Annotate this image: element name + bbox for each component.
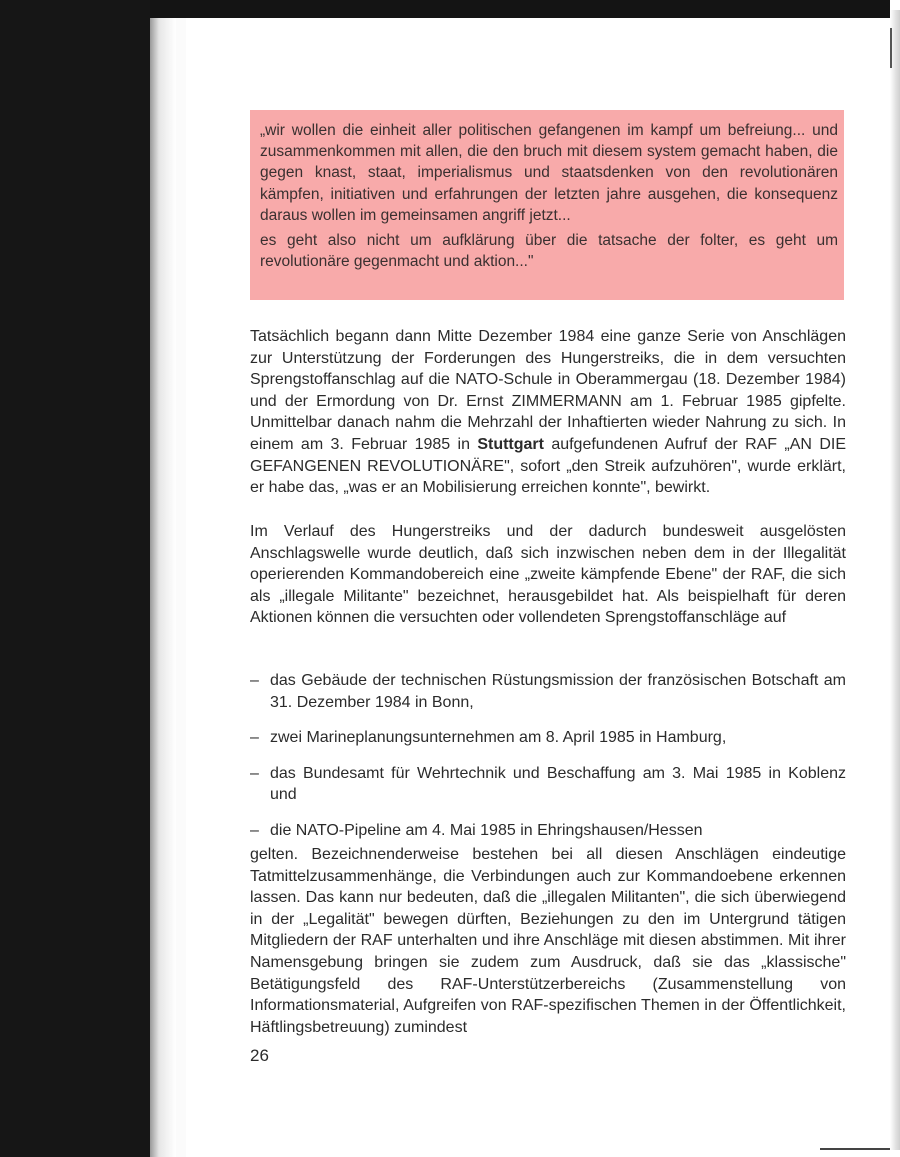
bold-place-name: Stuttgart bbox=[477, 435, 544, 453]
list-item-text: das Gebäude der technischen Rüstungsmission der französischen Botschaft am 31. Dezember 1984 in Bonn, bbox=[270, 672, 846, 711]
paragraph-1-text: Tatsächlich begann dann Mitte Dezember 1984 eine ganze Serie von Anschlägen zur Unterstützung der Forderungen des Hungerstreiks, die in dem versuchten Sprengstoffanschlag auf die NATO-Schule in Oberammergau (18. Dezember 1984) und der Ermordung von Dr. Ernst ZIMMERMANN am 1. Februar 1985 gipfelte. Unmittelbar danach nahm die Mehrzahl der Inhaftierten wieder Nahrung zu sich. In einem am 3. Februar 1985 in bbox=[250, 328, 846, 453]
quote-paragraph-2: es geht also nicht um aufklärung über die tatsache der folter, es geht um revolutionäre gegenmacht und aktion..." bbox=[260, 232, 838, 271]
list-item-text: die NATO-Pipeline am 4. Mai 1985 in Ehringshausen/Hessen bbox=[270, 821, 703, 839]
list-dash: – bbox=[250, 821, 259, 839]
paragraph-1-text-end: aufgefundenen Aufruf der RAF „AN DIE GEFANGENEN REVOLUTIONÄRE", sofort „den Streik aufzuhören", wurde erklärt, er habe das, „was er an Mobilisierung erreichen konnte", bewirkt. bbox=[250, 435, 846, 497]
body-paragraph-1 bbox=[250, 326, 846, 499]
scan-right-edge bbox=[890, 10, 900, 1150]
paper-margin bbox=[176, 18, 186, 1157]
body-paragraph-3: gelten. Bezeichnenderweise bestehen bei all diesen Anschlägen eindeutige Tatmittelzusammenhänge, die Verbindungen auch zur Kommandoebene erkennen lassen. Das kann nur bedeuten, daß die „illegalen Militanten", die sich überwiegend in der „Legalität" bewegen dürften, Beziehungen zu den im Untergrund tätigen Mitgliedern der RAF unterhalten und ihre Anschläge mit diesen abstimmen. Mit ihrer Namensgebung bringen sie zudem zum Ausdruck, daß sie das „klassische" Betätigungsfeld des RAF-Unterstützerbereichs (Zusammenstellung von Informationsmaterial, Aufgreifen von RAF-spezifischen Themen in der Öffentlichkeit, Häftlingsbetreuung) zumindest bbox=[250, 846, 846, 1036]
list-item-text: zwei Marineplanungsunternehmen am 8. April 1985 in Hamburg, bbox=[270, 729, 727, 747]
list-item bbox=[250, 820, 846, 842]
list-item bbox=[250, 763, 846, 806]
quote-paragraph-1: „wir wollen die einheit aller politischen gefangenen im kampf um befreiung... und zusammenkommen mit allen, die den bruch mit diesem system gemacht haben, die gegen knast, staat, imperialismus und staatsdenken von den revolutionären kämpfen, initiativen und erfahrungen der letzten jahre ausgehen, die konsequenz daraus wollen im gemeinsamen angriff jetzt... bbox=[260, 122, 838, 224]
page-number: 26 bbox=[250, 1046, 269, 1065]
document-page bbox=[186, 18, 886, 1157]
list-item bbox=[250, 727, 846, 749]
scan-right-mark bbox=[890, 28, 892, 68]
page-gutter bbox=[150, 18, 176, 1157]
scan-top-border bbox=[30, 0, 890, 18]
highlighted-quote bbox=[260, 120, 838, 272]
list-item bbox=[250, 670, 846, 713]
list-dash: – bbox=[250, 764, 259, 782]
list-item-text: das Bundesamt für Wehrtechnik und Beschaffung am 3. Mai 1985 in Koblenz und bbox=[270, 764, 846, 804]
body-paragraph-2: Im Verlauf des Hungerstreiks und der dadurch bundesweit ausgelösten Anschlagswelle wurde deutlich, daß sich inzwischen neben dem in der Illegalität operierenden Kommandobereich eine „zweite kämpfende Ebene" der RAF, die sich als „illegale Militante" bezeichnet, herausgebildet hat. Als beispielhaft für deren Aktionen können die versuchten oder vollendeten Sprengstoffanschläge auf bbox=[250, 523, 846, 627]
scan-spine-shadow bbox=[0, 0, 150, 1157]
list-dash: – bbox=[250, 672, 259, 689]
list-dash: – bbox=[250, 729, 259, 747]
attack-list bbox=[250, 670, 846, 842]
